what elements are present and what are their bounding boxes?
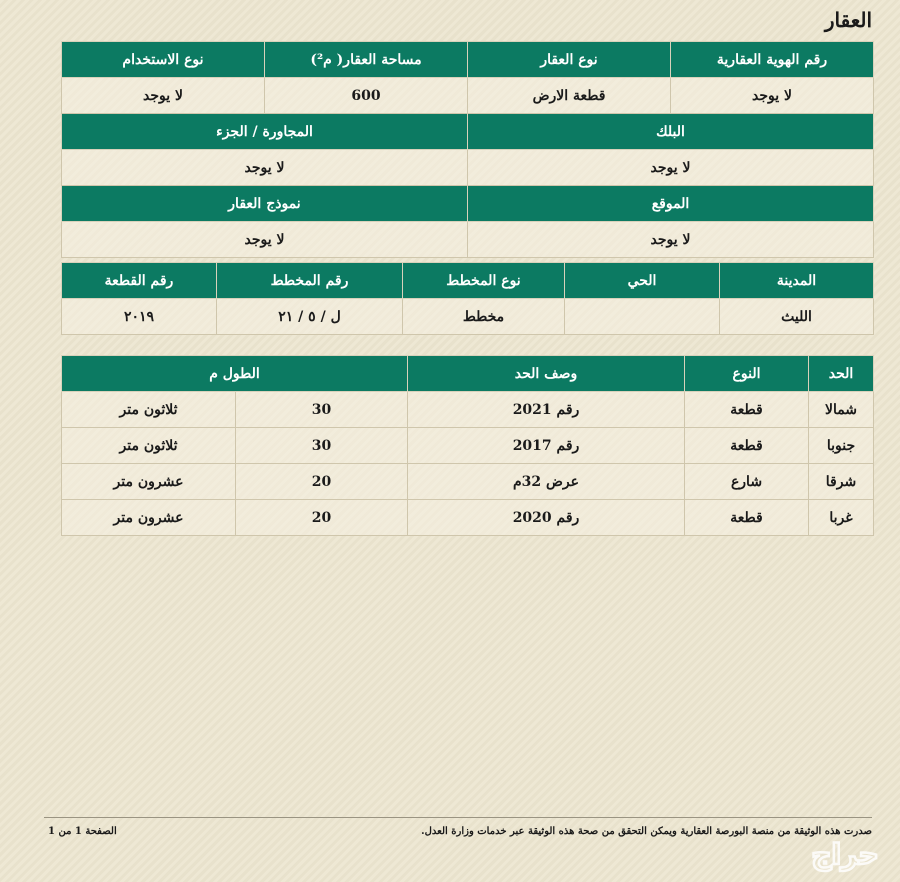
- cell-description: رقم 2021: [408, 392, 685, 428]
- header-property-model: نموذج العقار: [62, 186, 468, 222]
- header-district: الحي: [565, 263, 720, 299]
- property-location-table: [61, 262, 874, 335]
- header-length: الطول م: [62, 356, 408, 392]
- value-plan-type: مخطط: [403, 299, 565, 335]
- footer-note: صدرت هذه الوثيقة من منصة البورصة العقارية ويمكن التحقق من صحة هذه الوثيقة عبر خدمات وزارة العدل.: [421, 826, 872, 837]
- table-row: [62, 464, 874, 500]
- header-side: الحد: [809, 356, 874, 392]
- cell-description: عرض 32م: [408, 464, 685, 500]
- value-property-area: 600: [265, 78, 468, 114]
- table-row: [62, 428, 874, 464]
- haraj-watermark-logo: [800, 832, 890, 876]
- cell-description: رقم 2017: [408, 428, 685, 464]
- property-table: [61, 41, 874, 258]
- header-location: الموقع: [468, 186, 874, 222]
- value-district: [565, 299, 720, 335]
- header-property-area: مساحة العقار( م²): [265, 42, 468, 78]
- cell-type: قطعة: [685, 428, 809, 464]
- header-usage-type: نوع الاستخدام: [62, 42, 265, 78]
- value-location: لا يوجد: [468, 222, 874, 258]
- cell-type: قطعة: [685, 392, 809, 428]
- cell-side: غربا: [809, 500, 874, 536]
- value-usage-type: لا يوجد: [62, 78, 265, 114]
- value-neighborhood-part: لا يوجد: [62, 150, 468, 186]
- cell-side: جنوبا: [809, 428, 874, 464]
- cell-type: قطعة: [685, 500, 809, 536]
- cell-length-num: 30: [236, 392, 408, 428]
- cell-length-num: 20: [236, 464, 408, 500]
- watermark-text: حراج: [811, 838, 879, 871]
- cell-length-text: ثلاثون متر: [62, 428, 236, 464]
- value-city: الليث: [720, 299, 874, 335]
- header-property-type: نوع العقار: [468, 42, 671, 78]
- header-description: وصف الحد: [408, 356, 685, 392]
- header-property-id: رقم الهوية العقارية: [671, 42, 874, 78]
- boundaries-table: [61, 355, 874, 536]
- value-property-model: لا يوجد: [62, 222, 468, 258]
- value-plan-number: ل / ٥ / ٢١: [217, 299, 403, 335]
- header-plot-number: رقم القطعة: [62, 263, 217, 299]
- cell-length-num: 30: [236, 428, 408, 464]
- header-type: النوع: [685, 356, 809, 392]
- value-property-type: قطعة الارض: [468, 78, 671, 114]
- header-plan-number: رقم المخطط: [217, 263, 403, 299]
- cell-length-num: 20: [236, 500, 408, 536]
- cell-side: شمالا: [809, 392, 874, 428]
- page-number: الصفحة 1 من 1: [48, 826, 117, 837]
- table-row: [62, 500, 874, 536]
- header-plan-type: نوع المخطط: [403, 263, 565, 299]
- cell-length-text: عشرون متر: [62, 464, 236, 500]
- value-block: لا يوجد: [468, 150, 874, 186]
- cell-side: شرقا: [809, 464, 874, 500]
- footer-divider: [44, 817, 872, 818]
- cell-type: شارع: [685, 464, 809, 500]
- table-row: [62, 392, 874, 428]
- header-city: المدينة: [720, 263, 874, 299]
- cell-description: رقم 2020: [408, 500, 685, 536]
- page-title: العقار: [824, 8, 872, 32]
- value-property-id: لا يوجد: [671, 78, 874, 114]
- cell-length-text: عشرون متر: [62, 500, 236, 536]
- header-neighborhood-part: المجاورة / الجزء: [62, 114, 468, 150]
- cell-length-text: ثلاثون متر: [62, 392, 236, 428]
- header-block: البلك: [468, 114, 874, 150]
- value-plot-number: ٢٠١٩: [62, 299, 217, 335]
